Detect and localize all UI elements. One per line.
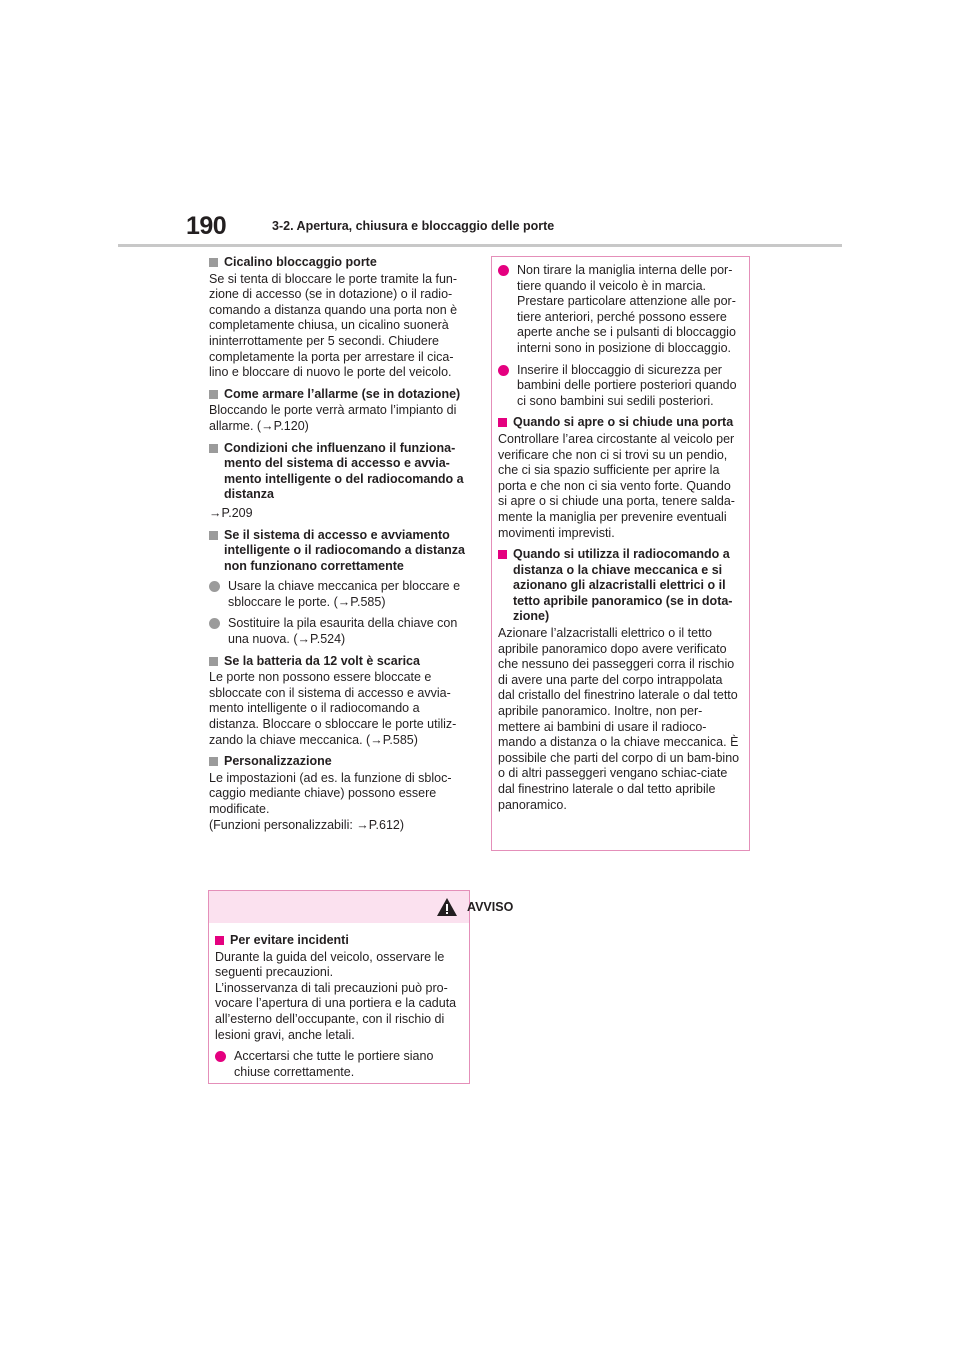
circle-bullet-icon [209, 581, 220, 592]
paragraph: Le impostazioni (ad es. la funzione di sbloc-caggio mediante chiave) possono essere modificate. [209, 770, 452, 816]
warning-title: AVVISO [467, 900, 514, 914]
page-number: 190 [186, 212, 227, 240]
bullet-item [209, 616, 471, 647]
left-column [209, 255, 471, 839]
heading-text: Se la batteria da 12 volt è scarica [224, 653, 420, 668]
paragraph: Se si tenta di bloccare le porte tramite la fun-zione di accesso (se in dotazione) o il radio-comando a distanza quando una porta non è completamente chiusa, un cicalino suonerà ininterrottamente per 5 secondi. Chiudere completamente la porta per arrestare il cica-lino e bloccare di nuovo le porte del veicolo. [209, 271, 458, 380]
bullet-text: Usare la chiave meccanica per bloccare e sbloccare le porte. (→P.585) [228, 579, 461, 609]
warning-triangle-icon [436, 897, 458, 917]
heading-conditions [209, 441, 471, 503]
paragraph: Bloccando le porte verrà armato l’impianto di allarme. (→P.120) [209, 403, 457, 433]
square-bullet-icon [209, 657, 218, 666]
heading-text: Come armare l’allarme (se in dotazione) [224, 386, 461, 401]
warning-box [208, 890, 514, 1084]
heading-remote-windows [498, 547, 742, 625]
paragraph: Controllare l’area circostante al veicolo per verificare che non ci si trovi su un pendio, che ci sia spazio sufficiente per aprire la porta e che non ci sia vento forte. Quando si apre o si chiude una porta, tenere salda-mente la maniglia per prevenire eventuali movimenti imprevisti. [498, 431, 735, 540]
heading-text: Cicalino bloccaggio porte [224, 255, 377, 269]
circle-bullet-icon [209, 618, 220, 629]
heading-customization [209, 754, 471, 770]
page-reference: →P.209 [209, 505, 253, 520]
warning-heading [215, 933, 462, 949]
bullet-text: Non tirare la maniglia interna delle por-tiere quando il veicolo è in marcia. Prestare particolare attenzione alle por-tiere anteriori, perché possono essere aperte anche se i pulsanti di bloccaggio interni sono in posizione di bloccaggio. [517, 263, 736, 355]
square-bullet-icon [209, 757, 218, 766]
bullet-item [498, 263, 742, 357]
heading-text: Personalizzazione [224, 754, 332, 769]
circle-bullet-icon [498, 265, 509, 276]
square-bullet-icon [209, 444, 218, 453]
heading-text: Quando si apre o si chiude una porta [513, 415, 734, 430]
square-bullet-icon [498, 550, 507, 559]
paragraph: L’inosservanza di tali precauzioni può pro-vocare l’apertura di una portiera e la caduta all’esterno dell’occupante, con il rischio di lesioni gravi, anche letali. [215, 980, 457, 1042]
bullet-item [498, 363, 742, 410]
heading-malfunction [209, 528, 471, 575]
heading-text: Per evitare incidenti [230, 933, 349, 947]
square-bullet-icon [209, 390, 218, 399]
heading-text: Se il sistema di accesso e avviamento intelligente o il radiocomando a distanza non funzionano correttamente [224, 527, 466, 573]
heading-text: Quando si utilizza il radiocomando a distanza o la chiave meccanica e si azionano gli alzacristalli elettrici o il tetto apribile panoramico (se in dota-zione) [513, 547, 733, 624]
paragraph: Durante la guida del veicolo, osservare le seguenti precauzioni. [215, 949, 445, 980]
paragraph: Le porte non possono essere bloccate e sbloccate con il sistema di accesso e avvia-mento intelligente o il radiocomando a distanza. Bloccare o sbloccare le porte utiliz-zando la chiave meccanica. (→P.585) [209, 670, 457, 747]
paragraph: (Funzioni personalizzabili: →P.612) [209, 817, 405, 832]
header-rule [118, 244, 842, 247]
bullet-text: Inserire il bloccaggio di sicurezza per bambini delle portiere posteriori quando ci sono bambini sui sedili posteriori. [517, 362, 737, 408]
circle-bullet-icon [215, 1051, 226, 1062]
section-title: 3-2. Apertura, chiusura e bloccaggio delle porte [272, 219, 555, 233]
bullet-text: Sostituire la pila esaurita della chiave con una nuova. (→P.524) [228, 616, 458, 647]
warning-header [209, 891, 514, 923]
square-bullet-icon [215, 936, 224, 945]
circle-bullet-icon [498, 365, 509, 376]
bullet-text: Accertarsi che tutte le portiere siano chiuse correttamente. [234, 1049, 434, 1079]
right-column-box [491, 256, 750, 851]
heading-door-lock-buzzer [209, 255, 471, 271]
heading-alarm [209, 387, 471, 403]
bullet-item [215, 1049, 462, 1080]
paragraph: Azionare l’alzacristalli elettrico o il tetto apribile panoramico dopo avere verificato che nessuno dei passeggeri corra il rischio di avere una parte del corpo intrappolata dal cristallo del finestrino laterale o dal tetto apribile panoramico. Inoltre, non per-mettere ai bambini di usare il radioco-mando a distanza o la chiave meccanica. È possibile che parti del corpo di un bam-bino o di altri passeggeri vengano schiac-ciate dal finestrino laterale o dal tetto apribile panoramico. [498, 626, 740, 812]
heading-battery [209, 654, 471, 670]
square-bullet-icon [209, 258, 218, 267]
heading-open-close-door [498, 415, 742, 431]
bullet-item [209, 579, 471, 610]
square-bullet-icon [498, 418, 507, 427]
square-bullet-icon [209, 531, 218, 540]
heading-text: Condizioni che influenzano il funziona-mento del sistema di accesso e avvia-mento intelligente o del radiocomando a distanza [224, 440, 464, 502]
